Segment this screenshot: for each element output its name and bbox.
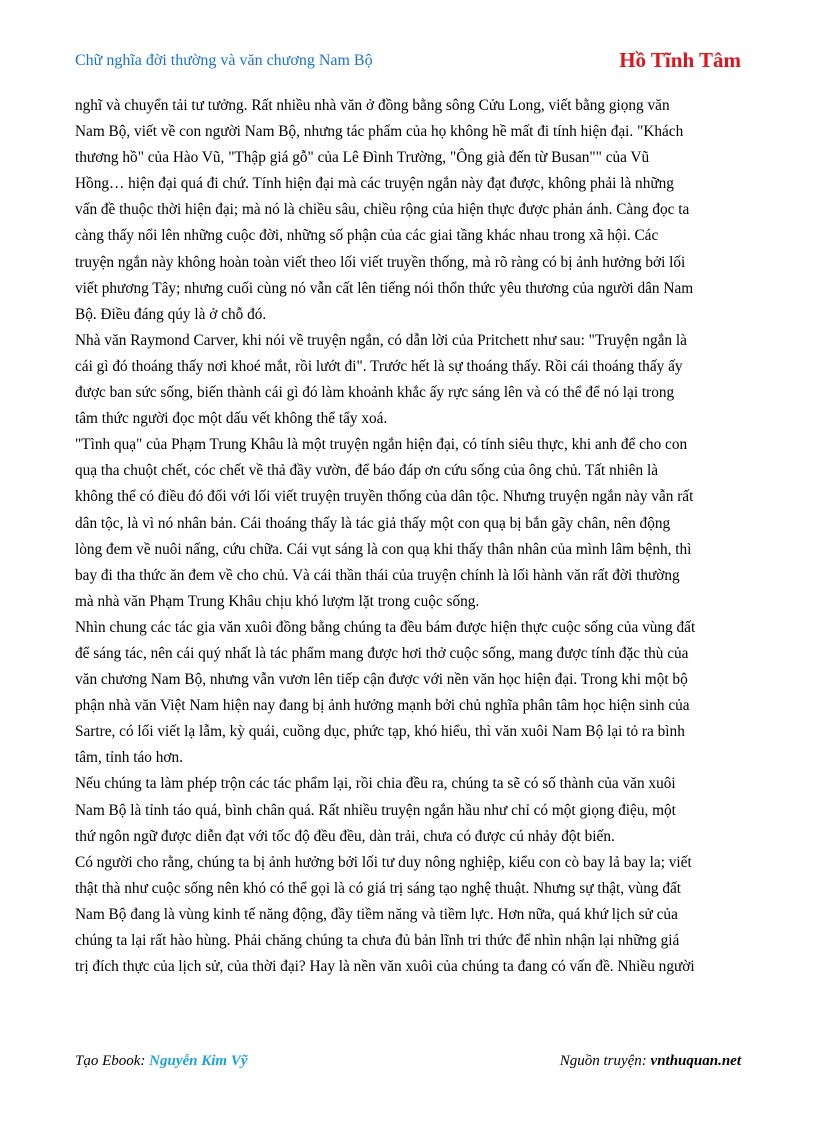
- credit-label: Tạo Ebook: [75, 1053, 141, 1069]
- text-line: vấn đề thuộc thời hiện đại; mà nó là chiều sâu, chiều rộng của hiện thực được phản ánh. Càng đọc ta: [75, 201, 690, 219]
- text-line: Hồng… hiện đại quá đi chứ. Tính hiện đại mà các truyện ngắn này đạt được, không phải là những: [75, 175, 674, 193]
- page-footer: [75, 1053, 741, 1077]
- source-separator: :: [641, 1053, 651, 1069]
- text-line: bay đi tha thức ăn đem về cho chủ. Và cái thần thái của truyện chính là lối hành văn rất đời thường: [75, 566, 680, 584]
- text-line: càng thấy nổi lên những cuộc đời, những số phận của các giai tầng khác nhau trong xã hội. Các: [75, 227, 659, 245]
- text-line: không thể có điều đó đối với lối viết truyện truyền thống của dân tộc. Nhưng truyện ngắn này vẫn rất: [75, 488, 694, 506]
- paragraph: [75, 432, 743, 615]
- text-line: Bộ. Điều đáng qúy là ở chỗ đó.: [75, 305, 267, 323]
- text-line: quạ tha chuột chết, cóc chết về thả đầy vườn, để báo đáp ơn cứu sống của ông chủ. Tất nhiên là: [75, 462, 658, 480]
- book-title: Chữ nghĩa đời thường và văn chương Nam Bộ: [75, 52, 373, 69]
- text-line: cái gì đó thoáng thấy nơi khoé mắt, rồi lướt đi". Trước hết là sự thoáng thấy. Rồi cái thoáng thấy ấy: [75, 357, 683, 375]
- author-name: Hồ Tĩnh Tâm: [619, 48, 741, 72]
- text-line: mà nhà văn Phạm Trung Khâu chịu khó lượm lặt trong cuộc sống.: [75, 592, 480, 610]
- paragraph: [75, 93, 743, 328]
- text-line: lòng đem về nuôi nấng, cứu chữa. Cái vụt sáng là con quạ khi thấy thân nhân của mình lâm bệnh, thì: [75, 540, 692, 558]
- text-line: thứ ngôn ngữ được diễn đạt với tốc độ đều đều, dàn trải, chưa có được cú nhảy đột biến.: [75, 827, 615, 845]
- text-line: Sartre, có lối viết lạ lẫm, kỳ quái, cuồng dục, phức tạp, khó hiểu, thì văn xuôi Nam Bộ lại tỏ ra bình: [75, 723, 685, 741]
- text-line: Nếu chúng ta làm phép trộn các tác phẩm lại, rồi chia đều ra, chúng ta sẽ có số thành của văn xuôi: [75, 775, 676, 793]
- text-line: Nam Bộ là tỉnh táo quá, bình chân quá. Rất nhiều truyện ngắn hầu như chỉ có một giọng điệu, một: [75, 801, 676, 819]
- text-line: thật thà như cuộc sống nên khó có thể gọi là có giá trị sáng tạo nghệ thuật. Nhưng sự thật, vùng đất: [75, 879, 682, 897]
- text-line: thương hồ" của Hào Vũ, "Thập giá gỗ" của Lê Đình Trường, "Ông già đến từ Busan"" của Vũ: [75, 149, 650, 167]
- text-line: Nhà văn Raymond Carver, khi nói về truyện ngắn, có dẫn lời của Pritchett như sau: "Truyện ngắn là: [75, 331, 687, 349]
- text-line: Nam Bộ, viết về con người Nam Bộ, nhưng tác phẩm của họ không hề mất đi tính hiện đại. "Khách: [75, 123, 684, 141]
- page-header: [75, 46, 741, 76]
- text-line: trị đích thực của lịch sử, của thời đại? Hay là nền văn xuôi của chúng ta đang có vấn đề. Nhiều người: [75, 958, 695, 976]
- text-line: Nam Bộ đang là vùng kinh tế năng động, đầy tiềm năng và tiềm lực. Hơn nữa, quá khứ lịch sử của: [75, 905, 678, 923]
- text-line: Nhìn chung các tác gia văn xuôi đồng bằng chúng ta đều bám được hiện thực cuộc sống của vùng đất: [75, 618, 696, 636]
- text-line: để sáng tác, nên cái quý nhất là tác phẩm mang được hơi thở cuộc sống, mang được tính đặc thù của: [75, 644, 689, 662]
- credit-separator: :: [140, 1053, 150, 1069]
- text-line: văn chương Nam Bộ, nhưng vẫn vươn lên tiếp cận được với nền văn học hiện đại. Trong khi một bộ: [75, 671, 688, 689]
- text-line: tâm, tỉnh táo hơn.: [75, 749, 183, 767]
- credit-name: Nguyễn Kim Vỹ: [149, 1053, 248, 1069]
- body-text: [75, 93, 743, 980]
- source-label: Nguồn truyện: [559, 1053, 642, 1069]
- paragraph: [75, 850, 743, 980]
- text-line: phận nhà văn Việt Nam hiện nay đang bị ảnh hưởng mạnh bởi chủ nghĩa phân tâm học hiện sinh của: [75, 697, 690, 715]
- source-credit: [560, 1053, 741, 1070]
- text-line: nghĩ và chuyển tải tư tưởng. Rất nhiều nhà văn ở đồng bằng sông Cửu Long, viết bằng giọng văn: [75, 97, 670, 114]
- ebook-credit: [75, 1053, 248, 1070]
- paragraph: [75, 615, 743, 772]
- paragraph: [75, 771, 743, 849]
- text-line: viết phương Tây; nhưng cuối cùng nó vẫn cất lên tiếng nói thổn thức yêu thương của người dân Nam: [75, 279, 694, 297]
- text-line: được ban sức sống, biến thành cái gì đó làm khoảnh khắc ấy rực sáng lên và có thể để nó lại trong: [75, 384, 675, 402]
- text-line: Có người cho rằng, chúng ta bị ảnh hưởng bởi lối tư duy nông nghiệp, kiểu con cò bay lả bay la; viết: [75, 853, 692, 871]
- text-line: "Tình quạ" của Phạm Trung Khâu là một truyện ngắn hiện đại, có tính siêu thực, khi anh để cho con: [75, 436, 688, 454]
- text-line: truyện ngắn này không hoàn toàn viết theo lối viết truyền thống, mà rõ ràng có bị ảnh hưởng bởi lối: [75, 253, 686, 271]
- paragraph: [75, 328, 743, 432]
- text-line: tâm thức người đọc một dấu vết không thể tẩy xoá.: [75, 410, 388, 428]
- source-name: vnthuquan.net: [650, 1053, 741, 1069]
- text-line: dân tộc, là vì nó nhân bản. Cái thoáng thấy là tác giả thấy một con quạ bị bắn gãy chân, nên động: [75, 514, 671, 532]
- text-line: chúng ta lại rất hào hùng. Phải chăng chúng ta chưa đủ bản lĩnh tri thức để nhìn nhận lại những giá: [75, 932, 680, 949]
